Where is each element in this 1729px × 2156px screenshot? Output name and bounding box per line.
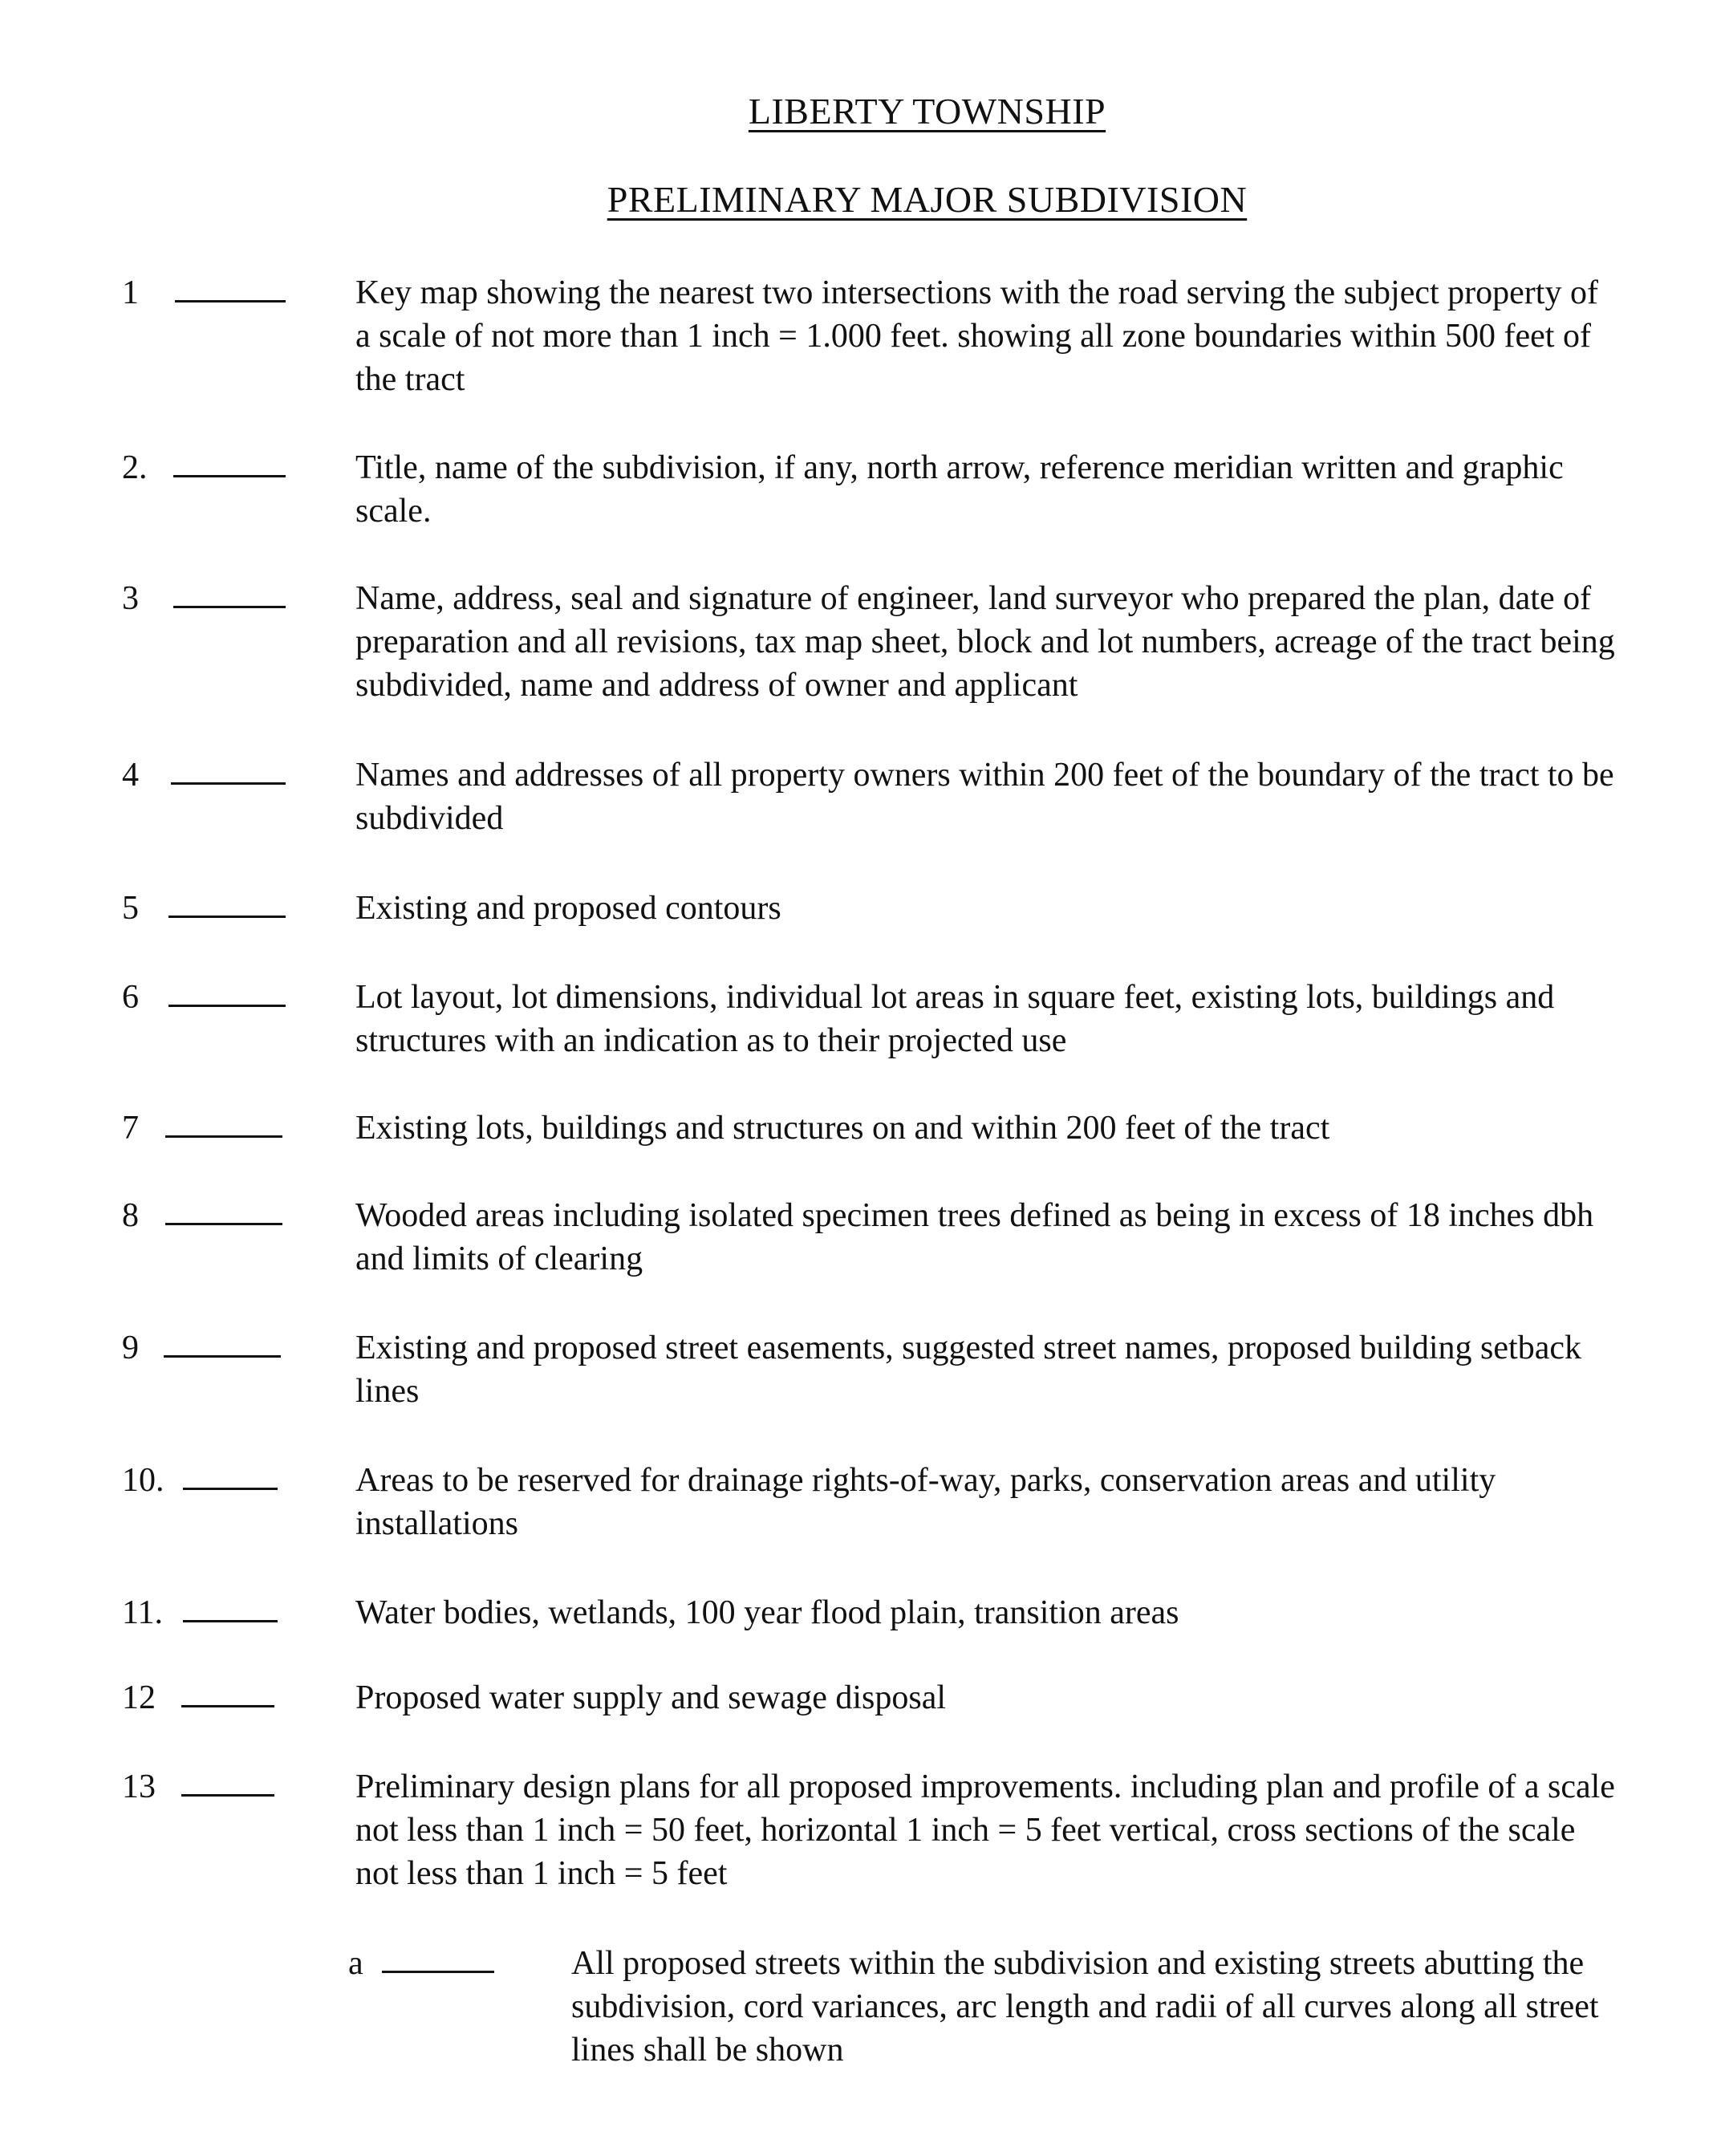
item-description: Name, address, seal and signature of engineer, land surveyor who prepared the plan, date of preparation and all revisions, tax map sheet, block and lot numbers, acreage of the tract being subdivided, name and address of owner and applicant bbox=[355, 580, 1615, 704]
item-number: 8 bbox=[122, 1197, 139, 1234]
check-blank[interactable] bbox=[183, 1620, 278, 1622]
item-number: 12 bbox=[122, 1679, 156, 1716]
item-number: 6 bbox=[122, 979, 139, 1016]
item-number: 2. bbox=[122, 449, 148, 486]
check-blank[interactable] bbox=[173, 606, 286, 608]
item-number: 9 bbox=[122, 1330, 139, 1366]
item-description: Existing lots, buildings and structures on and within 200 feet of the tract bbox=[355, 1110, 1330, 1147]
check-blank[interactable] bbox=[168, 1005, 286, 1007]
item-description: Proposed water supply and sewage disposal bbox=[355, 1679, 947, 1716]
check-blank[interactable] bbox=[183, 1488, 278, 1490]
check-blank[interactable] bbox=[171, 782, 286, 785]
check-blank[interactable] bbox=[382, 1971, 494, 1973]
item-description: Key map showing the nearest two intersections with the road serving the subject property of a scale of not more than 1 inch = 1.000 feet. showing all zone boundaries within 500 feet of the tract bbox=[355, 274, 1598, 398]
item-number: 11. bbox=[122, 1594, 163, 1631]
item-description: Existing and proposed contours bbox=[355, 890, 781, 927]
item-description: Title, name of the subdivision, if any, north arrow, reference meridian written and graphic scale. bbox=[355, 449, 1564, 530]
check-blank[interactable] bbox=[175, 300, 286, 302]
item-description: Preliminary design plans for all proposed improvements. including plan and profile of a scale not less than 1 inch = 50 feet, horizontal 1 inch = 5 feet vertical, cross sections of the scale not less than 1 inch = 5 feet bbox=[355, 1768, 1615, 1892]
check-blank[interactable] bbox=[168, 916, 286, 918]
item-description: Water bodies, wetlands, 100 year flood plain, transition areas bbox=[355, 1594, 1179, 1631]
page-title: LIBERTY TOWNSHIP bbox=[748, 91, 1106, 132]
item-description: Wooded areas including isolated specimen trees defined as being in excess of 18 inches dbh and limits of clearing bbox=[355, 1197, 1594, 1277]
check-blank[interactable] bbox=[164, 1355, 281, 1358]
item-number: 5 bbox=[122, 890, 139, 927]
check-blank[interactable] bbox=[173, 475, 286, 477]
item-description: Lot layout, lot dimensions, individual lot areas in square feet, existing lots, buildings and structures with an indication as to their projected use bbox=[355, 979, 1555, 1059]
item-number: 1 bbox=[122, 274, 139, 311]
check-blank[interactable] bbox=[165, 1223, 282, 1225]
subitem-label: a bbox=[348, 1945, 363, 1982]
check-blank[interactable] bbox=[181, 1794, 274, 1797]
item-description: Names and addresses of all property owners within 200 feet of the boundary of the tract to be subdivided bbox=[355, 757, 1614, 837]
item-description: Existing and proposed street easements, suggested street names, proposed building setback lines bbox=[355, 1330, 1581, 1410]
check-blank[interactable] bbox=[181, 1705, 274, 1707]
item-number: 3 bbox=[122, 580, 139, 617]
page-subtitle: PRELIMINARY MAJOR SUBDIVISION bbox=[607, 179, 1248, 220]
item-description: Areas to be reserved for drainage rights-of-way, parks, conservation areas and utility installations bbox=[355, 1462, 1496, 1542]
item-number: 13 bbox=[122, 1768, 156, 1805]
item-number: 4 bbox=[122, 757, 139, 794]
subitem-description: All proposed streets within the subdivision and existing streets abutting the subdivision, cord variances, arc length and radii of all curves along all street lines shall be shown bbox=[571, 1945, 1599, 2069]
item-number: 7 bbox=[122, 1110, 139, 1147]
item-number: 10. bbox=[122, 1462, 164, 1499]
check-blank[interactable] bbox=[165, 1135, 282, 1138]
